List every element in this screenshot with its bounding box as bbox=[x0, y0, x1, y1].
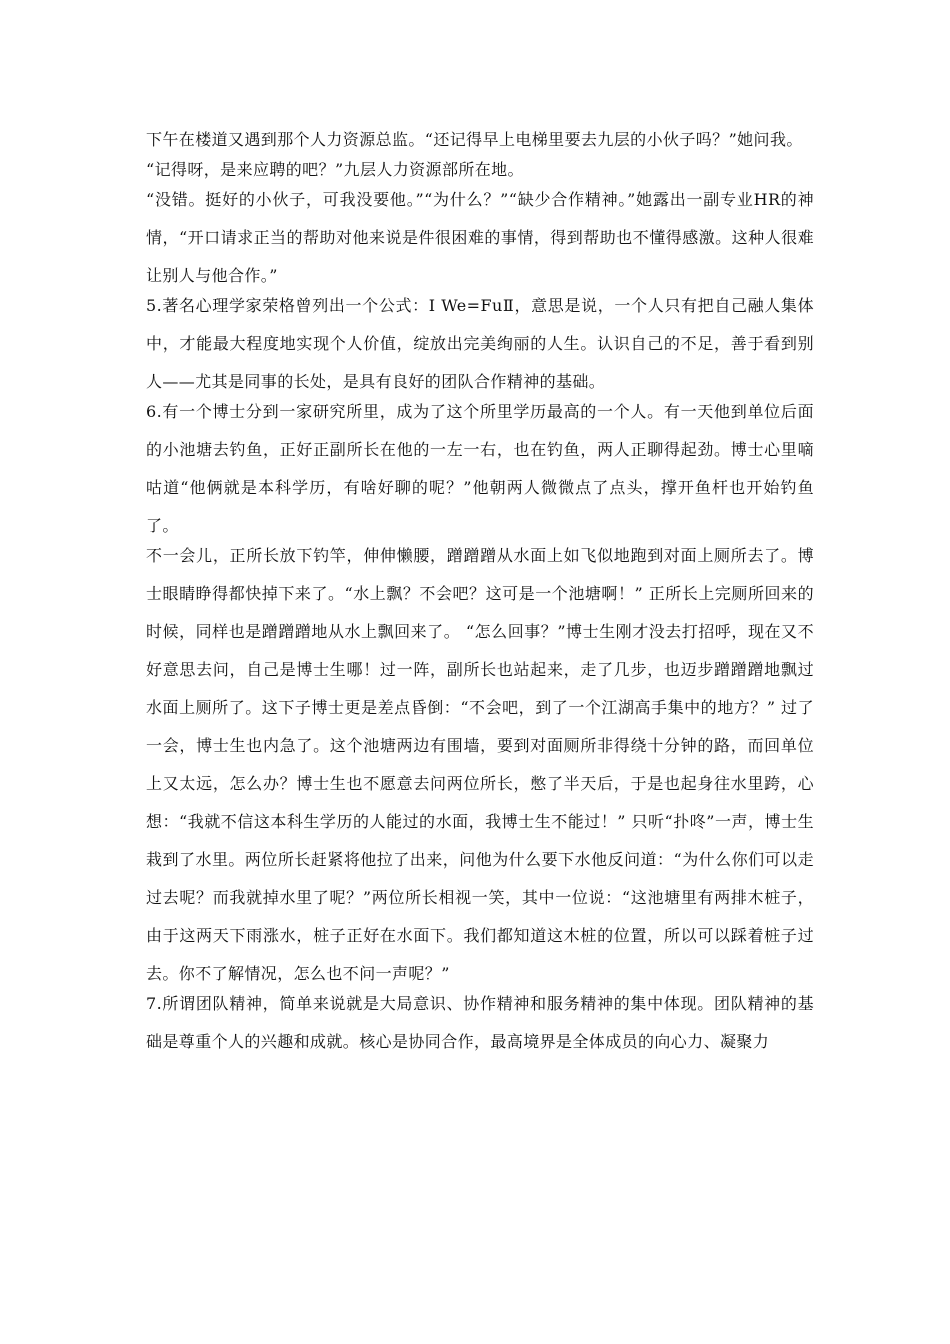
paragraph-hr-director-encounter: 下午在楼道又遇到那个人力资源总监。“还记得早上电梯里要去九层的小伙子吗？”她问我。 bbox=[146, 130, 803, 149]
paragraph-item-5-jung-formula: 5.著名心理学家荣格曾列出一个公式：I We=FuⅡ，意思是说，一个人只有把自己融人集体中，才能最大程度地实现个人价值，绽放出完美绚丽的人生。认识自己的不足，善于看到别人——尤其是同事的长处，是具有良好的团队合作精神的基础。 bbox=[146, 296, 814, 391]
paragraph-lack-cooperation: “没错。挺好的小伙子，可我没要他。”“为什么？”“缺少合作精神。”她露出一副专业HR的神情，“开口请求正当的帮助对他来说是件很困难的事情，得到帮助也不懂得感激。这种人很难让别人与他合作。” bbox=[146, 190, 814, 285]
document-body bbox=[146, 121, 814, 1061]
paragraph-reply-interview: “记得呀，是来应聘的吧？”九层人力资源部所在地。 bbox=[146, 160, 524, 179]
paragraph-item-7-team-spirit: 7.所谓团队精神，简单来说就是大局意识、协作精神和服务精神的集中体现。团队精神的基础是尊重个人的兴趣和成就。核心是协同合作，最高境界是全体成员的向心力、凝聚力 bbox=[146, 994, 814, 1051]
paragraph-item-6-doctor-story: 6.有一个博士分到一家研究所里，成为了这个所里学历最高的一个人。有一天他到单位后面的小池塘去钓鱼，正好正副所长在他的一左一右，也在钓鱼，两人正聊得起劲。博士心里嘀咕道“他俩就是本科学历，有啥好聊的呢？”他朝两人微微点了点头，撑开鱼杆也开始钓鱼了。 bbox=[146, 402, 814, 535]
paragraph-pond-story-continued: 不一会儿，正所长放下钓竿，伸伸懒腰，蹭蹭蹭从水面上如飞似地跑到对面上厕所去了。博士眼睛睁得都快掉下来了。“水上飘？不会吧？这可是一个池塘啊！” 正所长上完厕所回来的时候，同样也是蹭蹭蹭地从水上飘回来了。 “怎么回事？”博士生刚才没去打招呼，现在又不好意思去问，自己是博士生哪！过一阵，副所长也站起来，走了几步，也迈步蹭蹭蹭地飘过水面上厕所了。这下子博士更是差点昏倒：“不会吧，到了一个江湖高手集中的地方？” 过了一会，博士生也内急了。这个池塘两边有围墙，要到对面厕所非得绕十分钟的路，而回单位上又太远，怎么办？博士生也不愿意去问两位所长，憋了半天后，于是也起身往水里跨，心想：“我就不信这本科生学历的人能过的水面，我博士生不能过！” 只听“扑咚”一声，博士生栽到了水里。两位所长赶紧将他拉了出来，问他为什么要下水他反问道：“为什么你们可以走过去呢？而我就掉水里了呢？”两位所长相视一笑，其中一位说：“这池塘里有两排木桩子，由于这两天下雨涨水，桩子正好在水面下。我们都知道这木桩的位置，所以可以踩着桩子过去。你不了解情况，怎么也不问一声呢？” bbox=[146, 546, 814, 983]
